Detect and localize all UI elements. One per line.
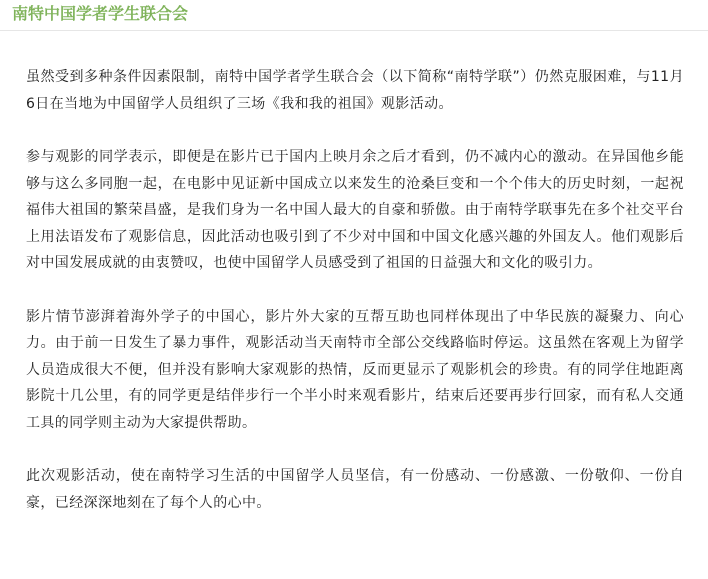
article-paragraph-3: 影片情节澎湃着海外学子的中国心，影片外大家的互帮互助也同样体现出了中华民族的凝聚力、向心力。由于前一日发生了暴力事件，观影活动当天南特市全部公交线路临时停运。这虽然在客观上为留学人员造成很大不便，但并没有影响大家观影的热情，反而更显示了观影机会的珍贵。有的同学住地距离影院十几公里，有的同学更是结伴步行一个半小时来观看影片，结束后还要再步行回家，而有私人交通工具的同学则主动为大家提供帮助。 bbox=[26, 308, 684, 431]
page-header bbox=[0, 0, 708, 31]
article-body bbox=[26, 64, 684, 543]
page-title: 南特中国学者学生联合会 bbox=[12, 4, 189, 23]
article-paragraph-2: 参与观影的同学表示，即便是在影片已于国内上映月余之后才看到，仍不减内心的激动。在异国他乡能够与这么多同胞一起，在电影中见证新中国成立以来发生的沧桑巨变和一个个伟大的历史时刻，一起祝福伟大祖国的繁荣昌盛，是我们身为一名中国人最大的自豪和骄傲。由于南特学联事先在多个社交平台上用法语发布了观影信息，因此活动也吸引到了不少对中国和中国文化感兴趣的外国友人。他们观影后对中国发展成就的由衷赞叹，也使中国留学人员感受到了祖国的日益强大和文化的吸引力。 bbox=[26, 149, 684, 271]
article-paragraph-4: 此次观影活动，使在南特学习生活的中国留学人员坚信，有一份感动、一份感激、一份敬仰、一份自豪，已经深深地刻在了每个人的心中。 bbox=[26, 468, 684, 511]
article-paragraph-1: 虽然受到多种条件因素限制，南特中国学者学生联合会（以下简称“南特学联”）仍然克服困难，与11月6日在当地为中国留学人员组织了三场《我和我的祖国》观影活动。 bbox=[26, 69, 684, 112]
